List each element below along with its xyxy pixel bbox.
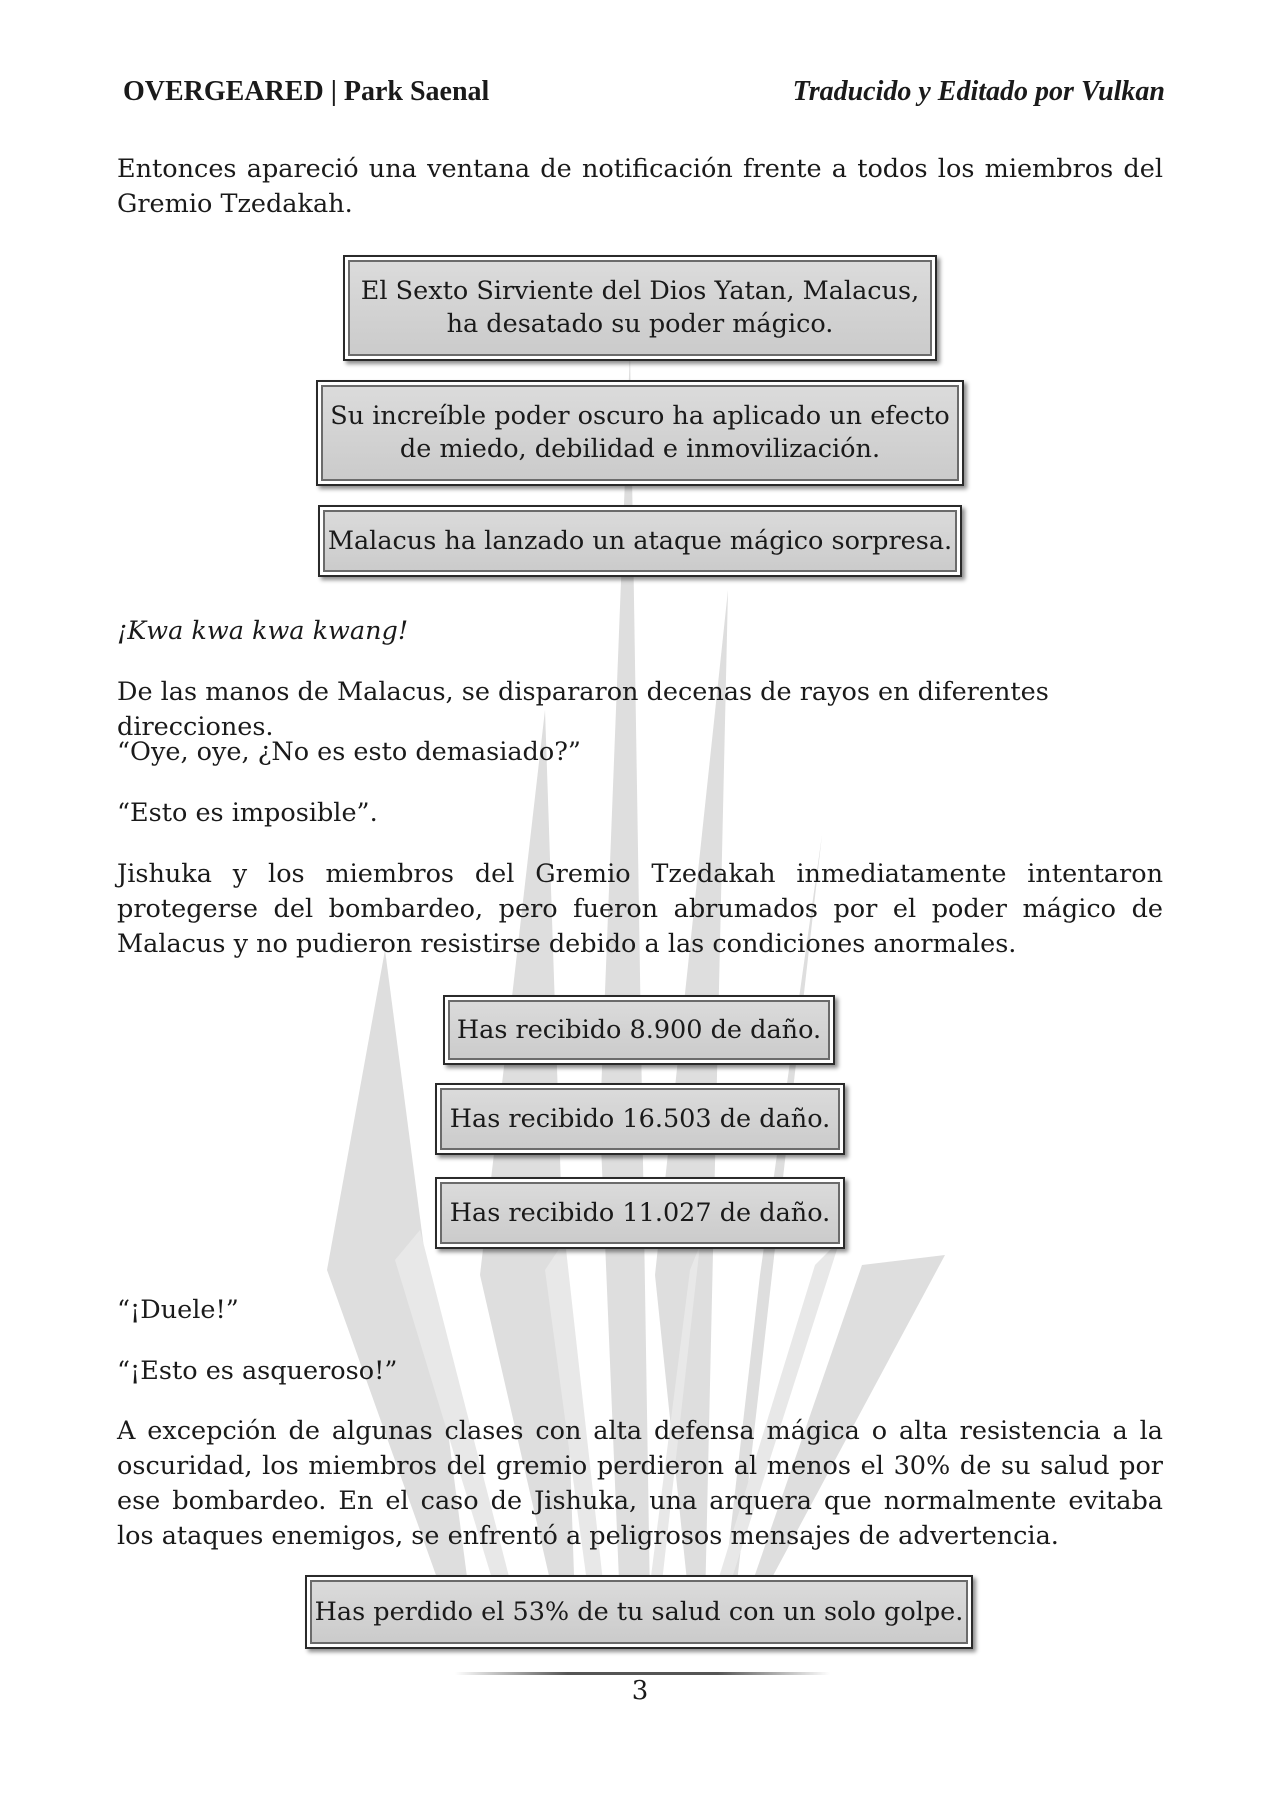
page-number: 3 — [631, 1676, 649, 1706]
dialogue-line: “Esto es imposible”. — [117, 798, 378, 828]
page-header — [123, 76, 1165, 112]
notification-box-damage — [435, 1177, 845, 1249]
notification-text: Has recibido 11.027 de daño. — [449, 1197, 831, 1228]
translator-credit: Traducido y Editado por Vulkan — [792, 76, 1165, 107]
notification-text: Malacus ha lanzado un ataque mágico sorpresa. — [327, 525, 953, 556]
notification-line: de miedo, debilidad e inmovilización. — [399, 434, 881, 464]
notification-text: Has perdido el 53% de tu salud con un solo golpe. — [314, 1596, 964, 1627]
notification-line: ha desatado su poder mágico. — [446, 309, 834, 339]
book-title: OVERGEARED | Park Saenal — [123, 76, 490, 107]
notification-box-malacus — [343, 255, 937, 361]
notification-box-damage — [435, 1083, 845, 1155]
notification-text: Has recibido 16.503 de daño. — [449, 1103, 831, 1134]
dialogue-line: “Oye, oye, ¿No es esto demasiado?” — [117, 737, 581, 767]
notification-line: El Sexto Sirviente del Dios Yatan, Malacus, — [360, 276, 920, 306]
notification-box-damage — [443, 995, 835, 1065]
notification-text: Has recibido 8.900 de daño. — [456, 1014, 822, 1045]
notification-box-debuff — [316, 380, 964, 486]
notification-box-health-warning — [305, 1575, 973, 1649]
paragraph-bombardment: Jishuka y los miembros del Gremio Tzedakah inmediatamente intentaron protegerse del bombardeo, pero fueron abrumados por el poder mágico de Malacus y no pudieron resistirse debido a las condiciones anormales. — [117, 859, 1163, 959]
notification-box-surprise-attack — [318, 505, 962, 577]
paragraph-notification-intro: Entonces apareció una ventana de notificación frente a todos los miembros del Gremio Tzedakah. — [117, 154, 1163, 219]
sound-effect: ¡Kwa kwa kwa kwang! — [117, 616, 409, 646]
paragraph-rays: De las manos de Malacus, se dispararon decenas de rayos en diferentes direcciones. — [117, 677, 1049, 742]
dialogue-line: “¡Duele!” — [117, 1295, 239, 1325]
paragraph-health-loss: A excepción de algunas clases con alta defensa mágica o alta resistencia a la oscuridad, los miembros del gremio perdieron al menos el 30% de su salud por ese bombardeo. En el caso de Jishuka, una arquera que normalmente evitaba los ataques enemigos, se enfrentó a peligrosos mensajes de advertencia. — [117, 1416, 1163, 1551]
notification-line: Su increíble poder oscuro ha aplicado un efecto — [330, 401, 950, 431]
dialogue-line: “¡Esto es asqueroso!” — [117, 1356, 398, 1386]
footer-divider — [455, 1672, 830, 1675]
